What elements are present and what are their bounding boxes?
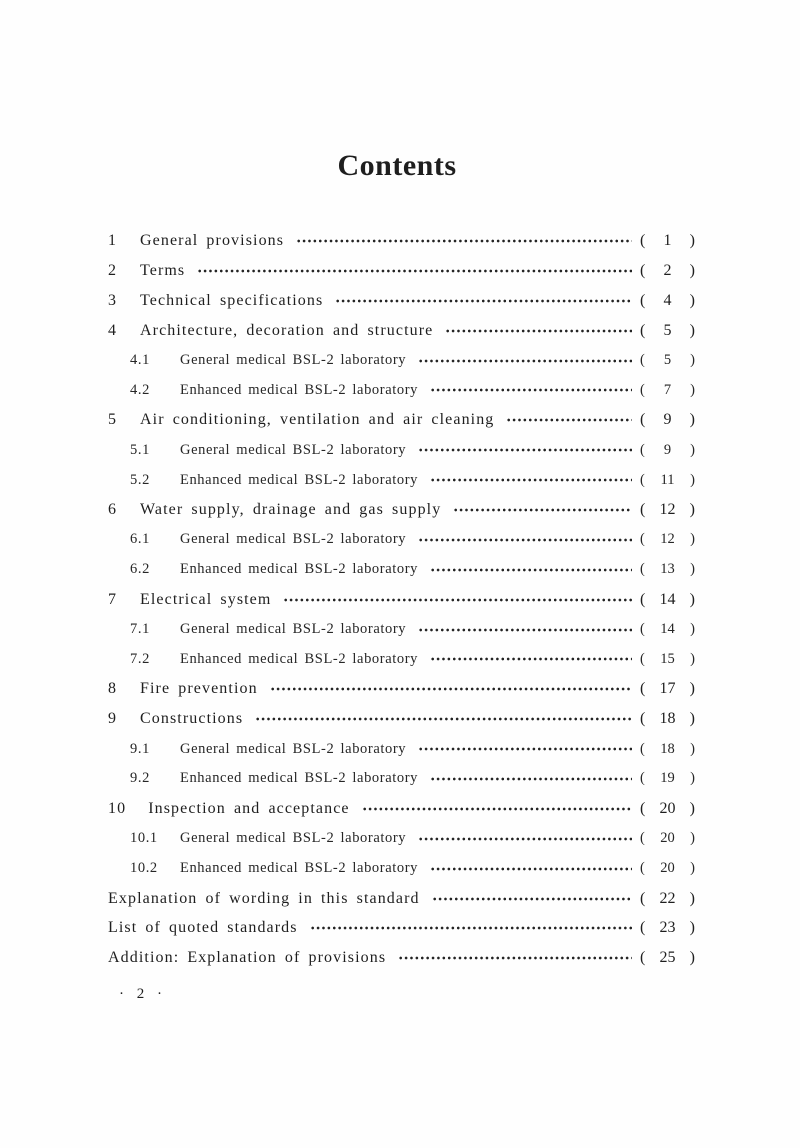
dot-leader: [398, 943, 632, 973]
page-number: 20: [660, 830, 675, 847]
page-number: 17: [659, 680, 676, 698]
page-number: 9: [663, 411, 672, 429]
toc-entry-label: Enhanced medical BSL-2 laboratory: [180, 381, 418, 398]
dot-leader: [418, 824, 632, 854]
close-paren: ): [689, 799, 695, 817]
close-paren: ): [690, 621, 695, 638]
open-paren: (: [640, 770, 645, 787]
toc-entry-page: [640, 949, 695, 967]
close-paren: ): [690, 531, 695, 548]
open-paren: (: [640, 860, 645, 877]
dot-leader: [362, 794, 632, 824]
toc-entry-label: Constructions: [140, 710, 244, 728]
open-paren: (: [640, 680, 646, 698]
open-paren: (: [640, 441, 645, 458]
toc-entry: [108, 316, 695, 346]
toc-entry-label: General medical BSL-2 laboratory: [180, 621, 407, 638]
close-paren: ): [689, 710, 695, 728]
toc-entry-label: Terms: [140, 261, 186, 279]
close-paren: ): [689, 231, 695, 249]
dot-leader: [430, 555, 632, 585]
open-paren: (: [640, 830, 645, 847]
toc-entry-label: Electrical system: [140, 590, 272, 608]
page-number: 13: [660, 561, 675, 578]
dot-leader: [430, 644, 632, 674]
toc-entry-page: [640, 741, 695, 758]
toc-entry-number: 9.1: [130, 740, 150, 757]
page-number: 14: [660, 621, 675, 638]
toc-entry-label: Water supply, drainage and gas supply: [140, 500, 442, 518]
toc-entry-page: [640, 621, 695, 638]
toc-entry-label: Inspection and acceptance: [148, 799, 350, 817]
toc-entry-page: [640, 890, 695, 908]
toc-entry: [108, 405, 695, 435]
dot-leader: [418, 346, 632, 376]
toc-entry-page: [640, 860, 695, 877]
dot-leader: [432, 884, 632, 914]
toc-entry-page: [640, 591, 695, 609]
page-number: 4: [663, 291, 672, 309]
open-paren: (: [640, 621, 645, 638]
open-paren: (: [640, 352, 645, 368]
close-paren: ): [689, 680, 695, 698]
toc-entry-page: [640, 770, 695, 787]
dot-leader: [418, 734, 632, 764]
toc-entry: [108, 644, 695, 674]
open-paren: (: [640, 919, 646, 937]
toc-entry: [108, 226, 695, 256]
toc-entry-label: Fire prevention: [140, 680, 258, 698]
toc-entry: [108, 943, 695, 973]
close-paren: ): [690, 441, 695, 458]
toc-entry-number: 1: [108, 231, 118, 249]
close-paren: ): [689, 590, 695, 608]
close-paren: ): [690, 740, 695, 757]
page-title: Contents: [337, 149, 457, 183]
page-number: 20: [659, 799, 676, 817]
dot-leader: [255, 704, 632, 734]
dot-leader: [270, 674, 632, 704]
toc-entry: [108, 555, 695, 585]
open-paren: (: [640, 949, 646, 967]
toc-entry: [108, 615, 695, 645]
toc-entry: [108, 435, 695, 465]
close-paren: ): [690, 770, 695, 787]
toc-entry-page: [640, 710, 695, 728]
page-number: 25: [659, 949, 676, 967]
toc-entry-number: 7: [108, 590, 118, 608]
page-number: 11: [660, 471, 675, 488]
open-paren: (: [640, 261, 646, 279]
open-paren: (: [640, 799, 646, 817]
toc-entry-page: [640, 382, 695, 399]
toc-entry: [108, 913, 695, 943]
toc-entry: [108, 256, 695, 286]
page-number: 1: [663, 231, 672, 249]
close-paren: ): [690, 830, 695, 847]
page-number: 5: [663, 321, 672, 339]
toc-entry-number: 2: [108, 261, 118, 279]
close-paren: ): [689, 261, 695, 279]
toc-entry-page: [640, 680, 695, 698]
toc-entry: [108, 794, 695, 824]
toc-entry-page: [640, 292, 695, 310]
toc-entry-page: [640, 501, 695, 519]
toc-entry-label: General provisions: [140, 231, 285, 249]
close-paren: ): [689, 949, 695, 967]
open-paren: (: [640, 650, 645, 667]
toc-entry-number: 10: [108, 799, 127, 817]
open-paren: (: [640, 710, 646, 728]
page-number: 19: [660, 770, 675, 787]
dot-leader: [506, 405, 632, 435]
page-number: 12: [660, 531, 675, 548]
page-number: 15: [660, 650, 675, 667]
toc-entry: [108, 764, 695, 794]
toc-entry-label: Enhanced medical BSL-2 laboratory: [180, 471, 418, 488]
close-paren: ): [689, 411, 695, 429]
toc-entry: [108, 674, 695, 704]
toc-entry-number: 9: [108, 710, 118, 728]
dot-leader: [418, 615, 632, 645]
open-paren: (: [640, 381, 645, 398]
toc-entry-page: [640, 919, 695, 937]
toc-entry-page: [640, 651, 695, 668]
toc-entry-number: 7.2: [130, 650, 150, 667]
open-paren: (: [640, 561, 645, 578]
toc-entry: [108, 854, 695, 884]
toc-entry-label: Technical specifications: [140, 291, 324, 309]
toc-entry-label: General medical BSL-2 laboratory: [180, 531, 407, 548]
toc-entry-number: 9.2: [130, 770, 150, 787]
dot-leader: [430, 764, 632, 794]
toc-entry-page: [640, 531, 695, 548]
close-paren: ): [689, 919, 695, 937]
page-number: 20: [660, 860, 675, 877]
dot-leader: [418, 525, 632, 555]
toc-entry: [108, 465, 695, 495]
toc-entry-page: [640, 411, 695, 429]
close-paren: ): [690, 860, 695, 877]
toc-entry: [108, 585, 695, 615]
close-paren: ): [689, 500, 695, 518]
page-number: 22: [659, 889, 676, 907]
toc-entry-label: Architecture, decoration and structure: [140, 321, 434, 339]
dot-leader: [430, 375, 632, 405]
page-number: 5: [663, 352, 672, 368]
toc-entry-number: 6.2: [130, 561, 150, 578]
toc-entry-number: 7.1: [130, 621, 150, 638]
toc-entry-number: 5: [108, 411, 118, 429]
toc-entry-number: 10.1: [130, 830, 158, 847]
close-paren: ): [689, 291, 695, 309]
close-paren: ): [690, 650, 695, 667]
page-number: 9: [663, 441, 672, 458]
dot-leader: [197, 256, 632, 286]
toc-entry-label: General medical BSL-2 laboratory: [180, 740, 407, 757]
close-paren: ): [689, 321, 695, 339]
toc-entry-number: 5.2: [130, 471, 150, 488]
toc-entry-number: 8: [108, 680, 118, 698]
toc-entry: [108, 734, 695, 764]
toc-entry-label: Explanation of wording in this standard: [108, 889, 420, 907]
toc-entry-page: [640, 322, 695, 340]
page-number: 2: [663, 261, 672, 279]
toc-entry-label: Air conditioning, ventilation and air cleaning: [140, 411, 495, 429]
toc-entry: [108, 286, 695, 316]
toc-entry-page: [640, 800, 695, 818]
page-number: 18: [659, 710, 676, 728]
open-paren: (: [640, 231, 646, 249]
open-paren: (: [640, 291, 646, 309]
toc-entry-number: 3: [108, 291, 118, 309]
open-paren: (: [640, 531, 645, 548]
dot-leader: [418, 435, 632, 465]
toc-entry-number: 4.1: [130, 352, 150, 368]
toc-entry-page: [640, 352, 695, 369]
toc-entry-number: 6.1: [130, 531, 150, 548]
toc-entry-number: 10.2: [130, 860, 158, 877]
toc-entry-label: Enhanced medical BSL-2 laboratory: [180, 770, 418, 787]
toc-entry: [108, 824, 695, 854]
toc-entry-number: 6: [108, 500, 118, 518]
dot-leader: [430, 465, 632, 495]
toc-entry-label: General medical BSL-2 laboratory: [180, 441, 407, 458]
toc-entry-page: [640, 262, 695, 280]
open-paren: (: [640, 471, 645, 488]
toc-entry-label: General medical BSL-2 laboratory: [180, 830, 407, 847]
open-paren: (: [640, 321, 646, 339]
open-paren: (: [640, 740, 645, 757]
table-of-contents: [108, 226, 695, 973]
toc-entry: [108, 346, 695, 376]
close-paren: ): [690, 471, 695, 488]
toc-entry-label: General medical BSL-2 laboratory: [180, 352, 407, 368]
dot-leader: [283, 585, 632, 615]
dot-leader: [296, 226, 632, 256]
close-paren: ): [690, 561, 695, 578]
toc-entry: [108, 704, 695, 734]
toc-entry-page: [640, 561, 695, 578]
toc-entry: [108, 375, 695, 405]
page-number-footer: · 2 ·: [119, 986, 163, 1002]
toc-entry-page: [640, 830, 695, 847]
toc-entry-page: [640, 232, 695, 250]
toc-entry-label: Enhanced medical BSL-2 laboratory: [180, 650, 418, 667]
toc-entry-number: 4: [108, 321, 118, 339]
dot-leader: [335, 286, 632, 316]
close-paren: ): [690, 352, 695, 368]
dot-leader: [430, 854, 632, 884]
toc-entry-number: 4.2: [130, 381, 150, 398]
page-number: 14: [659, 590, 676, 608]
toc-entry-page: [640, 442, 695, 459]
open-paren: (: [640, 411, 646, 429]
page-number: 18: [660, 740, 675, 757]
open-paren: (: [640, 590, 646, 608]
toc-entry-label: Enhanced medical BSL-2 laboratory: [180, 860, 418, 877]
close-paren: ): [689, 889, 695, 907]
dot-leader: [445, 316, 632, 346]
dot-leader: [310, 913, 632, 943]
page-number: 12: [659, 500, 676, 518]
toc-entry-number: 5.1: [130, 441, 150, 458]
page-number: 23: [659, 919, 676, 937]
toc-entry-label: Addition: Explanation of provisions: [108, 949, 387, 967]
toc-entry-page: [640, 472, 695, 489]
toc-entry: [108, 525, 695, 555]
open-paren: (: [640, 889, 646, 907]
toc-entry: [108, 884, 695, 914]
close-paren: ): [690, 381, 695, 398]
toc-entry-label: Enhanced medical BSL-2 laboratory: [180, 561, 418, 578]
page-number: 7: [663, 381, 672, 398]
toc-entry-label: List of quoted standards: [108, 919, 298, 937]
dot-leader: [453, 495, 632, 525]
open-paren: (: [640, 500, 646, 518]
toc-entry: [108, 495, 695, 525]
